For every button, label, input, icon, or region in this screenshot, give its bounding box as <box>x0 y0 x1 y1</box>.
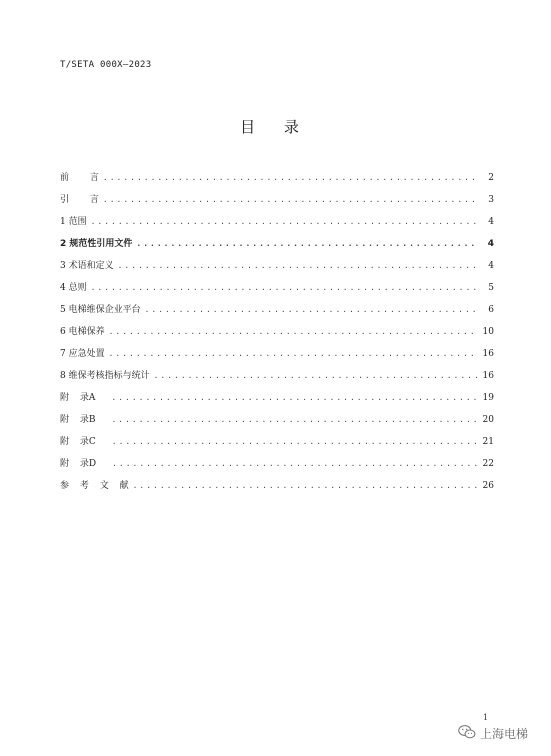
toc-entry-label: 前 言 <box>60 173 99 183</box>
toc-leader-dots <box>91 283 478 292</box>
toc-entry-appendix-d[interactable] <box>60 456 494 478</box>
toc-entry-page: 3 <box>488 195 494 205</box>
page-title: 目 录 <box>240 118 311 136</box>
toc-leader-dots <box>111 393 478 402</box>
toc-entry-page: 5 <box>488 283 494 293</box>
toc-entry-scope[interactable] <box>60 214 494 236</box>
table-of-contents <box>60 170 494 500</box>
toc-leader-dots <box>109 327 478 336</box>
toc-entry-normative-references[interactable] <box>60 236 494 258</box>
toc-entry-label: 1 范围 <box>60 217 87 227</box>
toc-entry-page: 16 <box>482 349 494 359</box>
toc-entry-page: 2 <box>488 173 494 183</box>
toc-entry-foreword[interactable] <box>60 170 494 192</box>
watermark <box>458 724 528 743</box>
toc-entry-label: 6 电梯保养 <box>60 327 105 337</box>
toc-entry-page: 22 <box>482 459 494 469</box>
toc-leader-dots <box>103 173 478 182</box>
toc-leader-dots <box>91 217 478 226</box>
watermark-text: 上海电梯 <box>480 727 529 741</box>
toc-entry-label: 5 电梯维保企业平台 <box>60 305 141 315</box>
toc-entry-platform[interactable] <box>60 302 494 324</box>
toc-entry-label: 附 录C <box>60 437 96 447</box>
toc-entry-label: 8 维保考核指标与统计 <box>60 371 150 381</box>
toc-entry-page: 4 <box>488 261 494 271</box>
toc-entry-page: 19 <box>482 393 494 403</box>
toc-entry-page: 4 <box>488 217 494 227</box>
toc-entry-page: 20 <box>482 415 494 425</box>
toc-entry-page: 4 <box>487 239 494 249</box>
toc-leader-dots <box>103 195 478 204</box>
toc-entry-appendix-b[interactable] <box>60 412 494 434</box>
toc-entry-label: 3 术语和定义 <box>60 261 114 271</box>
toc-entry-page: 26 <box>482 481 494 491</box>
toc-entry-label: 参 考 文 献 <box>60 481 129 491</box>
document-code: T/SETA 000X—2023 <box>60 60 152 70</box>
toc-entry-label: 引 言 <box>60 195 99 205</box>
toc-entry-assessment[interactable] <box>60 368 494 390</box>
toc-entry-general[interactable] <box>60 280 494 302</box>
toc-leader-dots <box>136 239 478 248</box>
toc-leader-dots <box>112 437 478 446</box>
toc-entry-page: 16 <box>482 371 494 381</box>
toc-leader-dots <box>118 261 478 270</box>
toc-entry-terms[interactable] <box>60 258 494 280</box>
toc-entry-appendix-a[interactable] <box>60 390 494 412</box>
toc-entry-label: 附 录D <box>60 459 97 469</box>
toc-entry-label: 2 规范性引用文件 <box>60 239 133 249</box>
toc-entry-emergency[interactable] <box>60 346 494 368</box>
wechat-icon <box>458 724 476 743</box>
toc-entry-maintenance[interactable] <box>60 324 494 346</box>
page-number: 1 <box>483 713 489 722</box>
toc-entry-page: 6 <box>488 305 494 315</box>
toc-leader-dots <box>109 349 478 358</box>
toc-entry-label: 附 录A <box>60 393 96 403</box>
toc-leader-dots <box>133 481 478 490</box>
toc-entry-label: 附 录B <box>60 415 96 425</box>
toc-entry-bibliography[interactable] <box>60 478 494 500</box>
toc-entry-label: 4 总则 <box>60 283 87 293</box>
toc-leader-dots <box>111 415 478 424</box>
toc-leader-dots <box>154 371 478 380</box>
toc-entry-page: 10 <box>482 327 494 337</box>
toc-entry-appendix-c[interactable] <box>60 434 494 456</box>
toc-leader-dots <box>112 459 478 468</box>
toc-entry-introduction[interactable] <box>60 192 494 214</box>
toc-entry-label: 7 应急处置 <box>60 349 105 359</box>
toc-entry-page: 21 <box>482 437 494 447</box>
toc-leader-dots <box>145 305 478 314</box>
